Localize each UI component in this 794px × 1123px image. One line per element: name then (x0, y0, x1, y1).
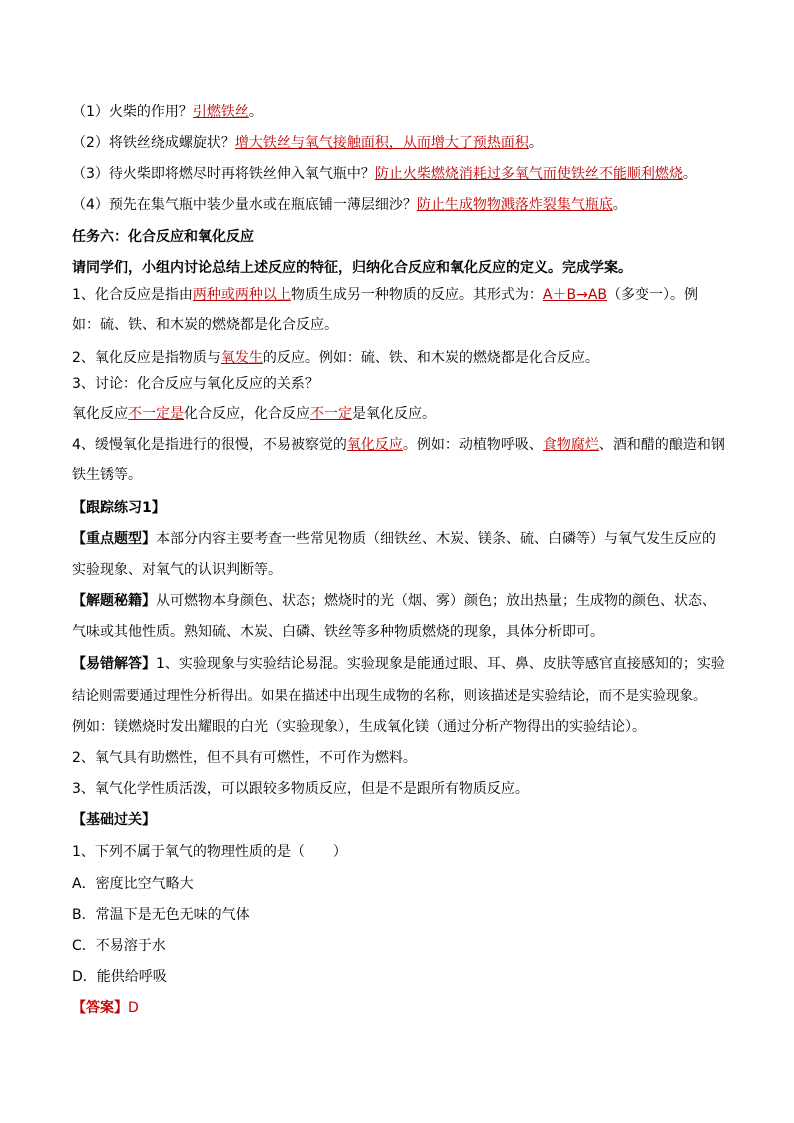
errors-cont-1: 结论则需要通过理性分析得出。如果在描述中出现生成物的名称，则该描述是实验结论，而不是实验现象。 (72, 688, 707, 704)
instruction-text: 请同学们，小组内讨论总结上述反应的特征，归纳化合反应和氧化反应的定义。完成学案。 (72, 260, 632, 276)
paragraph-text: 的反应。例如：硫、铁、和木炭的燃烧都是化合反应。 (262, 350, 599, 366)
punctuation: 。 (248, 104, 263, 120)
answer-line (72, 997, 139, 1019)
paragraph-text: 从可燃物本身颜色、状态；燃烧时的光（烟、雾）颜色；放出热量；生成物的颜色、状态、 (156, 593, 716, 609)
punctuation: 。 (682, 166, 697, 182)
paragraph-3-answer (72, 403, 436, 425)
tips-label: 【解题秘籍】 (72, 593, 156, 609)
errors-paragraph (72, 653, 725, 675)
paragraph-4-cont: 铁生锈等。 (72, 467, 142, 483)
answer-text: 防止火柴燃烧消耗过多氧气而使铁丝不能顺利燃烧 (374, 166, 683, 182)
paragraph-text: 。例如：动植物呼吸、 (402, 437, 543, 453)
answer-text: 食物腐烂 (542, 437, 599, 453)
answer-text: 增大铁丝与氧气接触面积，从而增大了预热面积 (234, 135, 529, 151)
answer-text: 防止生成物物溅落炸裂集气瓶底 (416, 197, 613, 213)
section-heading-task6: 任务六：化合反应和氧化反应 (72, 229, 254, 245)
question-text: （3）待火柴即将燃尽时再将铁丝伸入氧气瓶中？ (72, 166, 375, 182)
practice-title: 【跟踪练习1】 (72, 500, 166, 516)
tips-cont: 气味或其他性质。熟知硫、木炭、白磷、铁丝等多种物质燃烧的现象，具体分析即可。 (72, 624, 604, 640)
paragraph-text: （多变一）。例 (607, 287, 699, 303)
key-type-label: 【重点题型】 (72, 531, 156, 547)
key-type-cont: 实验现象、对氧气的认识判断等。 (72, 562, 282, 578)
answer-text: 引燃铁丝 (192, 104, 249, 120)
paragraph-text: 1、化合反应是指由 (72, 287, 193, 303)
errors-label: 【易错解答】 (72, 656, 156, 672)
answer-text: 不一定是 (128, 406, 184, 422)
formula-answer: A＋B→AB (542, 287, 608, 303)
option-a: A．密度比空气略大 (72, 876, 194, 892)
paragraph-text: 、酒和醋的酿造和钢 (598, 437, 725, 453)
answer-value: D (128, 1000, 139, 1016)
answer-text: 氧发生 (220, 350, 263, 366)
option-d: D．能供给呼吸 (72, 969, 167, 985)
question-text: （2）将铁丝绕成螺旋状？ (72, 135, 235, 151)
key-type-paragraph (72, 528, 716, 550)
tips-paragraph (72, 590, 716, 612)
question-1 (72, 101, 263, 123)
paragraph-text: 化合反应，化合反应 (184, 406, 310, 422)
paragraph-1-cont: 如：硫、铁、和木炭的燃烧都是化合反应。 (72, 317, 338, 333)
paragraph-2 (72, 347, 599, 369)
errors-cont-2: 例如：镁燃烧时发出耀眼的白光（实验现象），生成氧化镁（通过分析产物得出的实验结论）。 (72, 719, 646, 735)
question-3 (72, 163, 697, 185)
paragraph-4 (72, 434, 725, 456)
paragraph-3: 3、讨论：化合反应与氧化反应的关系？ (72, 376, 319, 392)
basic-title: 【基础过关】 (72, 812, 156, 828)
answer-text: 不一定 (310, 406, 352, 422)
paragraph-text: 4、缓慢氧化是指进行的很慢，不易被察觉的 (72, 437, 347, 453)
paragraph-text: 物质生成另一种物质的反应。其形式为： (290, 287, 543, 303)
punctuation: 。 (528, 135, 543, 151)
answer-text: 两种或两种以上 (192, 287, 291, 303)
question-text: （4）预先在集气瓶中装少量水或在瓶底铺一薄层细沙？ (72, 197, 417, 213)
paragraph-text: 是氧化反应。 (352, 406, 436, 422)
errors-cont-4: 3、氧气化学性质活泼，可以跟较多物质反应，但是不是跟所有物质反应。 (72, 781, 529, 797)
errors-cont-3: 2、氧气具有助燃性，但不具有可燃性，不可作为燃料。 (72, 750, 417, 766)
question-2 (72, 132, 543, 154)
answer-label: 【答案】 (72, 1000, 128, 1016)
option-b: B．常温下是无色无味的气体 (72, 907, 250, 923)
paragraph-text: 氧化反应 (72, 406, 128, 422)
question-stem: 1、下列不属于氧气的物理性质的是（ ） (72, 844, 347, 860)
option-c: C．不易溶于水 (72, 938, 166, 954)
question-4 (72, 194, 627, 216)
answer-text: 氧化反应 (346, 437, 403, 453)
question-text: （1）火柴的作用？ (72, 104, 193, 120)
paragraph-text: 本部分内容主要考查一些常见物质（细铁丝、木炭、镁条、硫、白磷等）与氧气发生反应的 (156, 531, 716, 547)
paragraph-text: 1、实验现象与实验结论易混。实验现象是能通过眼、耳、鼻、皮肤等感官直接感知的；实验 (156, 656, 725, 672)
punctuation: 。 (612, 197, 627, 213)
paragraph-text: 2、氧化反应是指物质与 (72, 350, 221, 366)
paragraph-1 (72, 284, 698, 306)
